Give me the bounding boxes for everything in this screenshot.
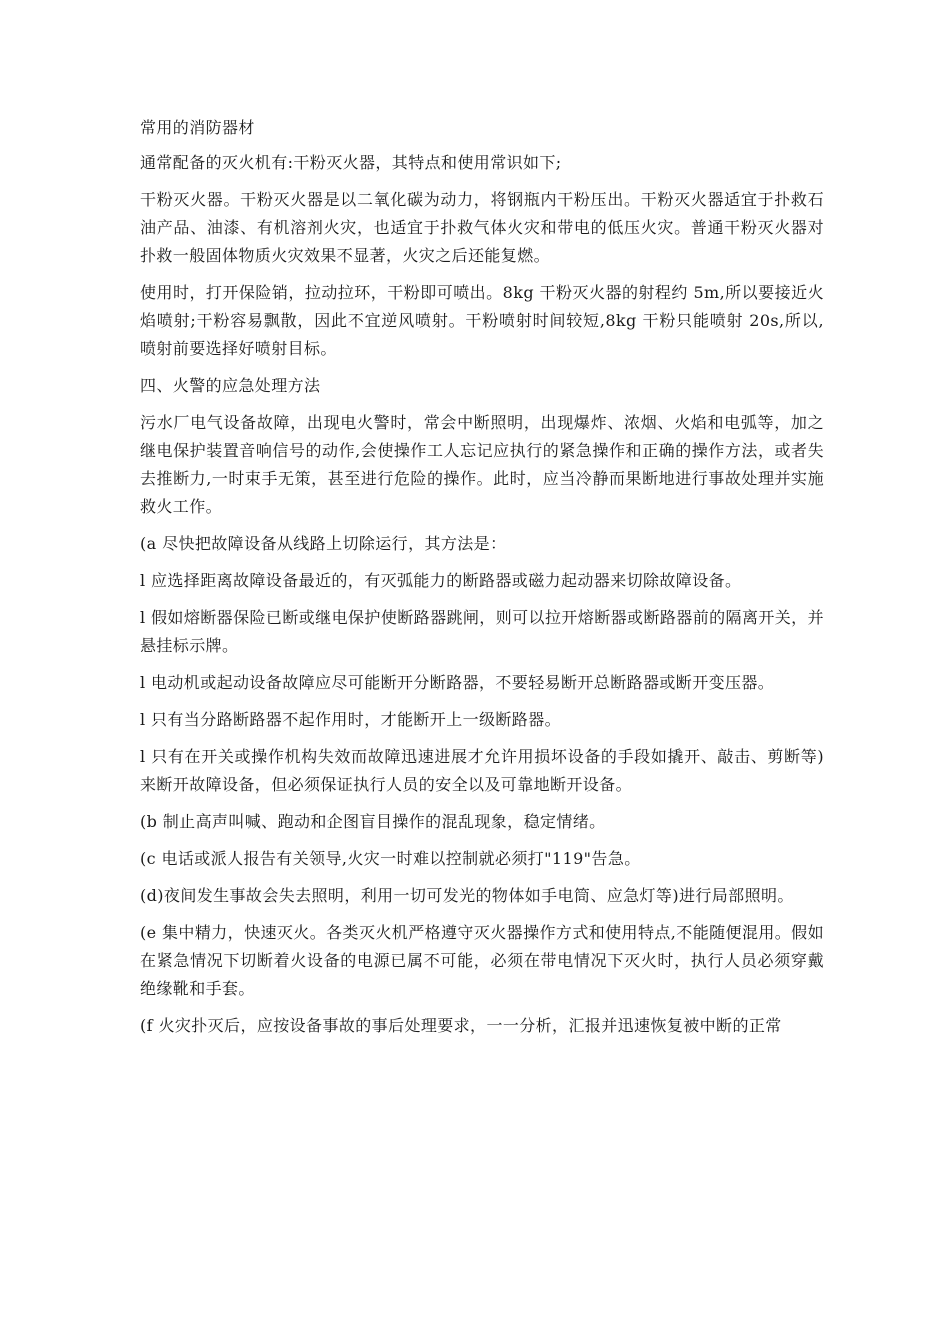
bullet-item-destructive-means: l 只有在开关或操作机构失效而故障迅速进展才允许用损坏设备的手段如撬开、敲击、剪断等)来断开故障设备，但必须保证执行人员的安全以及可靠地断开设备。 bbox=[140, 747, 824, 794]
heading-fire-equipment: 常用的消防器材 bbox=[140, 118, 255, 137]
document-body bbox=[140, 114, 824, 1049]
paragraph-dry-powder-usage: 使用时，打开保险销，拉动拉环，干粉即可喷出。8kg 干粉灭火器的射程约 5m,所以要接近火焰喷射;干粉容易飘散，因此不宜逆风喷射。干粉喷射时间较短,8kg 干粉只能喷射 20s,所以,喷射前要选择好喷射目标。 bbox=[140, 283, 824, 358]
paragraph-extinguisher-intro: 通常配备的灭火机有:干粉灭火器，其特点和使用常识如下; bbox=[140, 153, 562, 172]
bullet-item-upper-breaker: l 只有当分路断路器不起作用时，才能断开上一级断路器。 bbox=[140, 710, 562, 729]
list-item-c: (c 电话或派人报告有关领导,火灾一时难以控制就必须打"119"告急。 bbox=[140, 849, 641, 868]
bullet-item-motor-fault: l 电动机或起动设备故障应尽可能断开分断路器，不要轻易断开总断路器或断开变压器。 bbox=[140, 673, 775, 692]
list-item-e: (e 集中精力，快速灭火。各类灭火机严格遵守灭火器操作方式和使用特点,不能随便混用。假如在紧急情况下切断着火设备的电源已属不可能，必须在带电情况下灭火时，执行人员必须穿戴绝缘靴和手套。 bbox=[140, 923, 824, 998]
paragraph-dry-powder-description: 干粉灭火器。干粉灭火器是以二氧化碳为动力，将钢瓶内干粉压出。干粉灭火器适宜于扑救石油产品、油漆、有机溶剂火灾，也适宜于扑救气体火灾和带电的低压火灾。普通干粉灭火器对扑救一般固体物质火灾效果不显著，火灾之后还能复燃。 bbox=[140, 190, 824, 265]
bullet-item-fuse-isolation: l 假如熔断器保险已断或继电保护使断路器跳闸，则可以拉开熔断器或断路器前的隔离开关，并悬挂标示牌。 bbox=[140, 608, 824, 655]
heading-emergency-handling: 四、火警的应急处理方法 bbox=[140, 376, 321, 395]
paragraph-electrical-fire-situation: 污水厂电气设备故障，出现电火警时，常会中断照明，出现爆炸、浓烟、火焰和电弧等，加之继电保护装置音响信号的动作,会使操作工人忘记应执行的紧急操作和正确的操作方法，或者失去推断力,一时束手无策，甚至进行危险的操作。此时，应当冷静而果断地进行事故处理并实施救火工作。 bbox=[140, 413, 824, 516]
list-item-f: (f 火灾扑灭后，应按设备事故的事后处理要求，一一分析，汇报并迅速恢复被中断的正常 bbox=[140, 1016, 782, 1035]
list-item-b: (b 制止高声叫喊、跑动和企图盲目操作的混乱现象，稳定情绪。 bbox=[140, 812, 606, 831]
bullet-item-nearest-breaker: l 应选择距离故障设备最近的，有灭弧能力的断路器或磁力起动器来切除故障设备。 bbox=[140, 571, 742, 590]
list-item-a: (a 尽快把故障设备从线路上切除运行，其方法是： bbox=[140, 534, 507, 553]
list-item-d: (d)夜间发生事故会失去照明，利用一切可发光的物体如手电筒、应急灯等)进行局部照明。 bbox=[140, 886, 794, 905]
